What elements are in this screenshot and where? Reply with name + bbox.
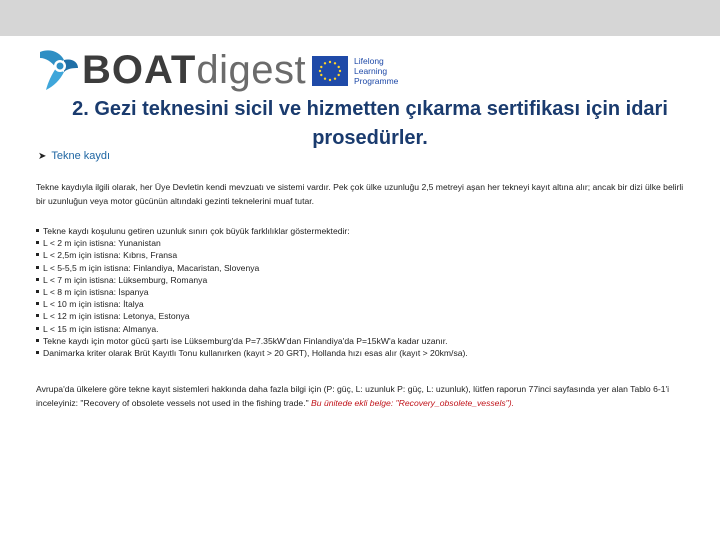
eu-stars-icon [312,56,348,86]
list-item: L < 15 m için istisna: Almanya. [36,323,688,335]
registration-list [36,225,688,359]
list-item: L < 12 m için istisna: Letonya, Estonya [36,310,688,322]
page-title: 2. Gezi teknesini sicil ve hizmetten çıkarma sertifikası için idari prosedürler. [72,98,668,149]
eu-flag-icon [312,56,348,86]
eu-programme-label [354,56,398,86]
top-bar [0,0,720,36]
arrow-bullet-icon: ➤ [38,151,47,162]
attachment-note: Bu ünitede ekli belge: "Recovery_obsolete_vessels"). [311,398,514,408]
section-heading-label: Tekne kaydı [51,150,111,162]
boatdigest-logo [34,44,307,94]
reference-text: Avrupa'da ülkelere göre tekne kayıt sistemleri hakkında daha fazla bilgi için (P: güç, L: uzunluk P: güç, L: uzunluk), lütfen raporun 77inci sayfasında yer alan Tablo 6-1'i inceleyiniz: "Recovery of obsolete vessels not used in the fishing trade." [36,384,670,408]
logo-mark-icon [34,44,80,94]
logo-word-light: digest [196,48,307,92]
reference-paragraph [36,382,688,410]
section-heading [38,150,110,162]
eu-line3: Programme [354,76,399,86]
list-item: L < 2,5m için istisna: Kıbrıs, Fransa [36,249,688,261]
list-item: L < 2 m için istisna: Yunanistan [36,237,688,249]
list-item: Tekne kaydı için motor gücü şartı ise Lüksemburg'da P=7.35kW'dan Finlandiya'da P=15kW'a kadar uzanır. [36,335,688,347]
list-item: L < 5-5,5 m için istisna: Finlandiya, Macaristan, Slovenya [36,262,688,274]
logo-word-bold: BOAT [82,48,197,92]
list-item: Danimarka kriter olarak Brüt Kayıtlı Tonu kullanırken (kayıt > 20 GRT), Hollanda hızı esas alır (kayıt > 20km/sa). [36,347,688,359]
list-item: L < 10 m için istisna: İtalya [36,298,688,310]
logo-wordmark [82,48,306,92]
intro-paragraph: Tekne kaydıyla ilgili olarak, her Üye Devletin kendi mevzuatı ve sistemi vardır. Pek çok ülke uzunluğu 2,5 metreyi aşan her tekneyi kayıt altına alır; ancak bir dizi ülke belirli bir uzunluğun veya motor gücünün altındaki gezinti teknelerini muaf tutar. [36,182,684,206]
list-item: L < 8 m için istisna: İspanya [36,286,688,298]
list-item: Tekne kaydı koşulunu getiren uzunluk sınırı çok büyük farklılıklar göstermektedir: [36,225,688,237]
eu-line1: Lifelong [354,56,384,66]
eu-line2: Learning [354,66,388,76]
list-item: L < 7 m için istisna: Lüksemburg, Romanya [36,274,688,286]
